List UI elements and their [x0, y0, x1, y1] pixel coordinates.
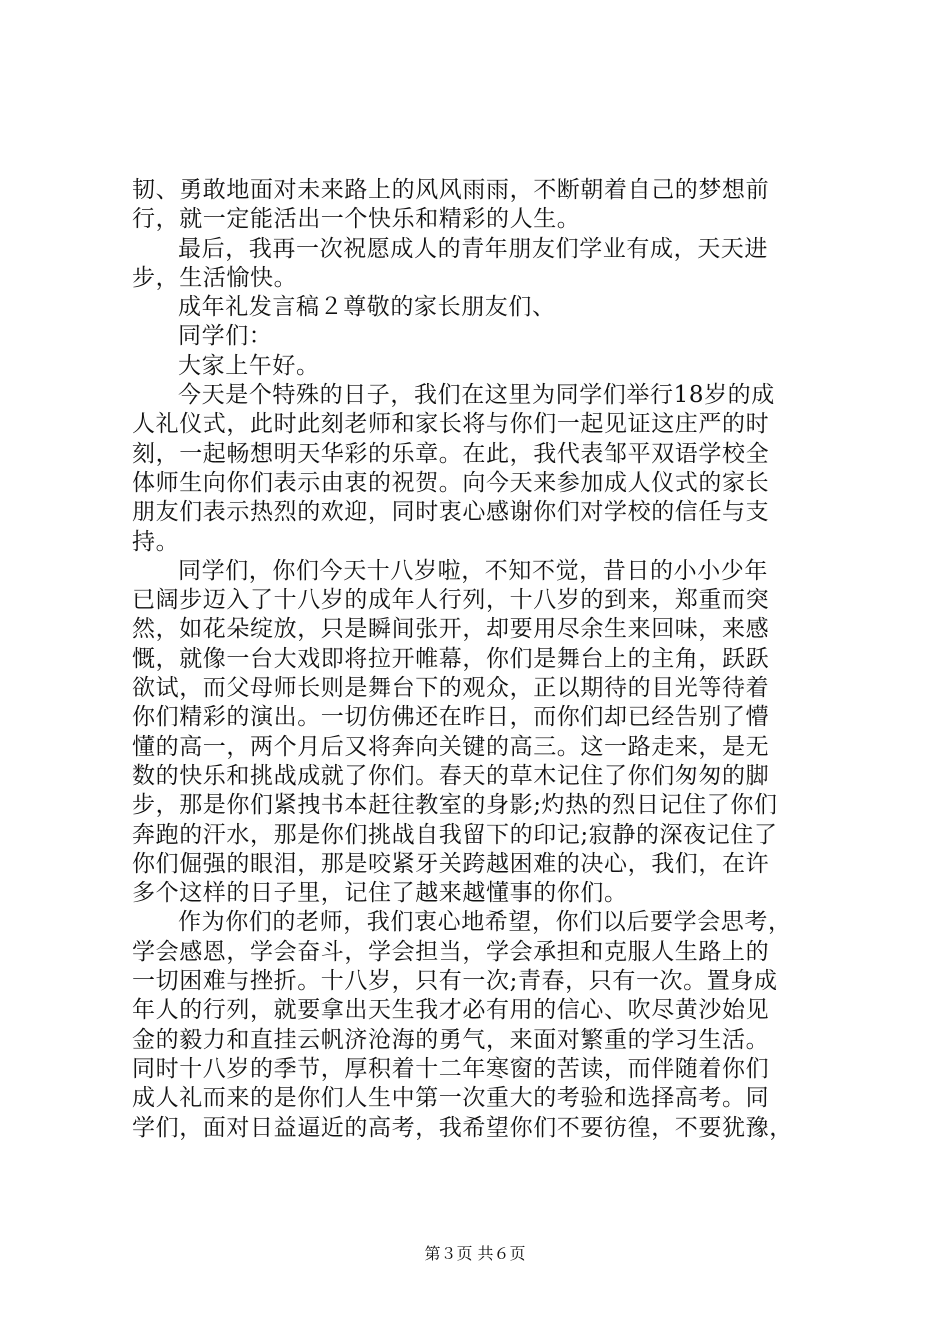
text-line: 年人的行列，就要拿出天生我才必有用的信心、吹尽黄沙始见	[132, 997, 770, 1024]
text-line: 学们，面对日益逼近的高考，我希望你们不要彷徨，不要犹豫，	[132, 1114, 793, 1141]
text-line: 持。	[132, 528, 180, 555]
text-line: 金的毅力和直挂云帆济沧海的勇气，来面对繁重的学习生活。	[132, 1026, 770, 1053]
text-line: 成年礼发言稿２尊敬的家长朋友们、	[178, 294, 556, 321]
text-line: 成人礼而来的是你们人生中第一次重大的考验和选择高考。同	[132, 1085, 770, 1112]
text-line: 人礼仪式，此时此刻老师和家长将与你们一起见证这庄严的时	[132, 411, 770, 438]
text-line: 作为你们的老师，我们衷心地希望，你们以后要学会思考，	[178, 909, 792, 936]
text-line: 奔跑的汗水，那是你们挑战自我留下的印记;寂静的深夜记住了	[132, 821, 778, 848]
text-line: 同时十八岁的季节，厚积着十二年寒窗的苦读，而伴随着你们	[132, 1055, 770, 1082]
text-line: 多个这样的日子里，记住了越来越懂事的你们。	[132, 880, 628, 907]
document-body	[132, 176, 828, 1143]
text-line: 刻，一起畅想明天华彩的乐章。在此，我代表邹平双语学校全	[132, 440, 770, 467]
text-line: 数的快乐和挑战成就了你们。春天的草木记住了你们匆匆的脚	[132, 762, 770, 789]
text-line: 步，生活愉快。	[132, 264, 298, 291]
text-line: 体师生向你们表示由衷的祝贺。向今天来参加成人仪式的家长	[132, 469, 770, 496]
text-line: 学会感恩，学会奋斗，学会担当，学会承担和克服人生路上的	[132, 938, 770, 965]
text-line: 行，就一定能活出一个快乐和精彩的人生。	[132, 206, 581, 233]
text-line: 然，如花朵绽放，只是瞬间张开，却要用尽余生来回味，来感	[132, 616, 770, 643]
text-line: 步，那是你们紧拽书本赶往教室的身影;灼热的烈日记住了你们	[132, 792, 778, 819]
text-line: 你们精彩的演出。一切仿佛还在昨日，而你们却已经告别了懵	[132, 704, 770, 731]
page-footer: 第３页 共６页	[424, 1244, 526, 1263]
text-line: 已阔步迈入了十八岁的成年人行列，十八岁的到来，郑重而突	[132, 587, 770, 614]
text-line: 最后，我再一次祝愿成人的青年朋友们学业有成，天天进	[178, 235, 768, 262]
text-line: 大家上午好。	[178, 352, 320, 379]
text-line: 今天是个特殊的日子，我们在这里为同学们举行18岁的成	[178, 382, 775, 409]
text-line: 一切困难与挫折。十八岁，只有一次;青春，只有一次。置身成	[132, 968, 778, 995]
text-line: 同学们：	[178, 323, 273, 350]
text-line: 韧、勇敢地面对未来路上的风风雨雨，不断朝着自己的梦想前	[132, 177, 770, 203]
text-line: 朋友们表示热烈的欢迎，同时衷心感谢你们对学校的信任与支	[132, 499, 770, 526]
text-line: 同学们，你们今天十八岁啦，不知不觉，昔日的小小少年	[178, 557, 768, 584]
text-line: 慨，就像一台大戏即将拉开帷幕，你们是舞台上的主角，跃跃	[132, 645, 770, 672]
text-line: 你们倔强的眼泪，那是咬紧牙关跨越困难的决心，我们，在许	[132, 850, 770, 877]
text-line: 懂的高一，两个月后又将奔向关键的高三。这一路走来，是无	[132, 733, 770, 760]
text-line: 欲试，而父母师长则是舞台下的观众，正以期待的目光等待着	[132, 675, 770, 702]
